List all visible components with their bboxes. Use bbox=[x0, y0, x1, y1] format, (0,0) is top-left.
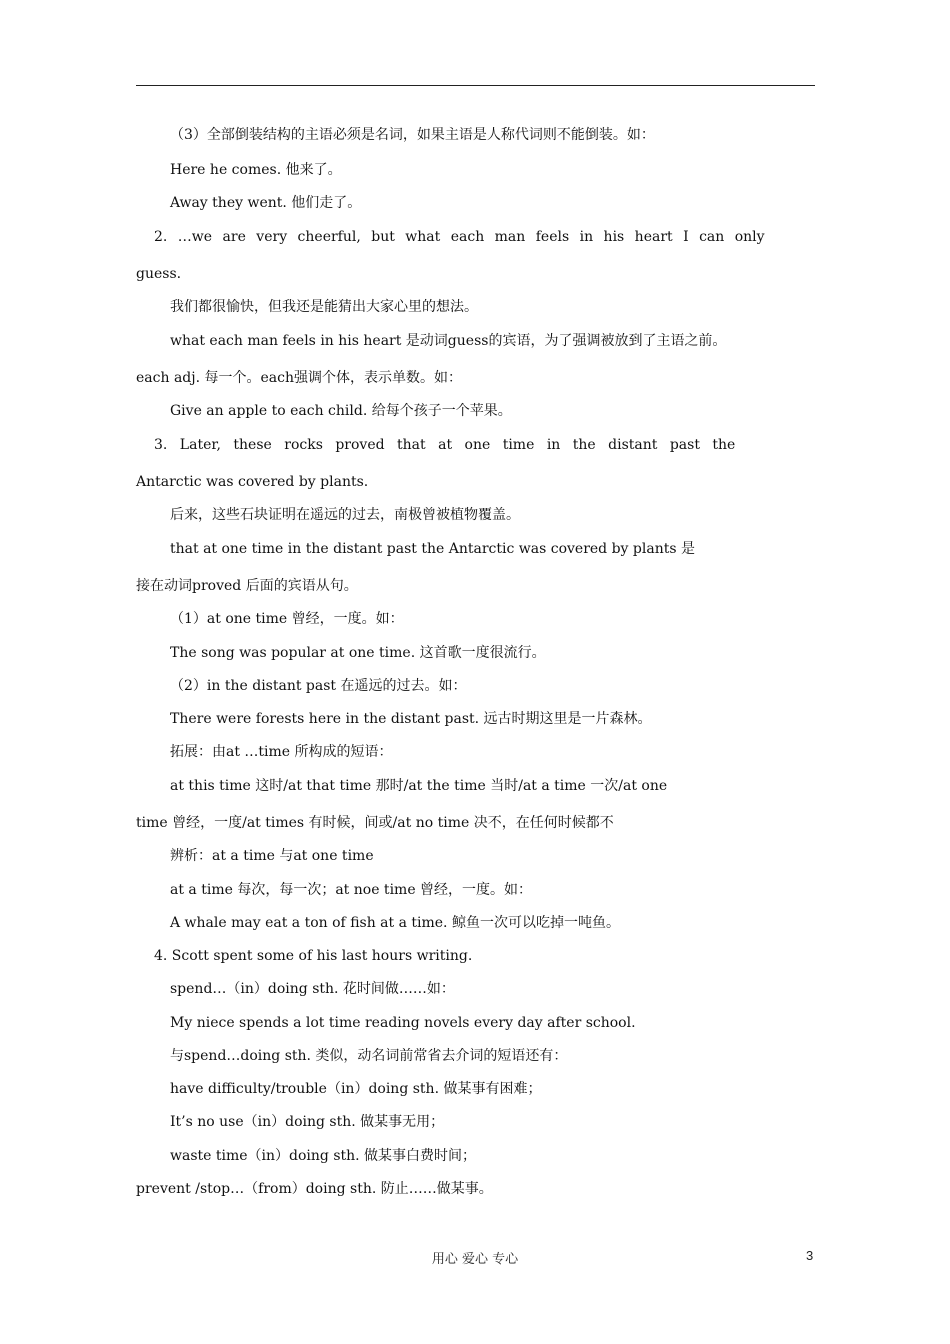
text-line: have difficulty/trouble（in）doing sth. 做某事有困难； bbox=[170, 1081, 542, 1097]
text-line: The song was popular at one time. 这首歌一度很流行。 bbox=[170, 645, 546, 661]
text-line: Away they went. 他们走了。 bbox=[170, 195, 362, 211]
text-line: each adj. 每一个。each强调个体，表示单数。如： bbox=[136, 370, 462, 386]
text-line: Antarctic was covered by plants. bbox=[136, 474, 369, 490]
page-number: 3 bbox=[806, 1248, 814, 1263]
text-line: 后来，这些石块证明在遥远的过去，南极曾被植物覆盖。 bbox=[170, 507, 520, 523]
text-line: 拓展：由at …time 所构成的短语： bbox=[170, 744, 393, 760]
text-line: A whale may eat a ton of fish at a time. 鲸鱼一次可以吃掉一吨鱼。 bbox=[170, 915, 620, 931]
text-line: 辨析：at a time 与at one time bbox=[170, 848, 374, 864]
text-line: what each man feels in his heart 是动词guess的宾语，为了强调被放到了主语之前。 bbox=[170, 333, 727, 349]
text-line: 2. …we are very cheerful, but what each man feels in his heart I can only bbox=[154, 229, 765, 245]
text-line: that at one time in the distant past the Antarctic was covered by plants 是 bbox=[170, 541, 695, 557]
text-line: time 曾经，一度/at times 有时候，间或/at no time 决不，在任何时候都不 bbox=[136, 815, 614, 831]
text-line: It’s no use（in）doing sth. 做某事无用； bbox=[170, 1114, 445, 1130]
text-line: 接在动词proved 后面的宾语从句。 bbox=[136, 578, 358, 594]
footer-motto: 用心 爱心 专心 bbox=[431, 1252, 519, 1267]
text-line: 与spend…doing sth. 类似，动名词前常省去介词的短语还有： bbox=[170, 1048, 568, 1064]
header-rule bbox=[136, 85, 815, 86]
text-line: waste time（in）doing sth. 做某事白费时间； bbox=[170, 1148, 477, 1164]
text-line: at a time 每次，每一次；at noe time 曾经，一度。如： bbox=[170, 882, 533, 898]
text-line: 4. Scott spent some of his last hours writing. bbox=[154, 948, 473, 964]
text-line: （1）at one time 曾经，一度。如： bbox=[170, 611, 404, 627]
text-line: at this time 这时/at that time 那时/at the time 当时/at a time 一次/at one bbox=[170, 778, 668, 794]
text-line: spend…（in）doing sth. 花时间做……如： bbox=[170, 981, 455, 997]
text-line: （2）in the distant past 在遥远的过去。如： bbox=[170, 678, 467, 694]
text-line: 我们都很愉快，但我还是能猜出大家心里的想法。 bbox=[170, 299, 478, 315]
text-line: Here he comes. 他来了。 bbox=[170, 162, 342, 178]
text-line: guess. bbox=[136, 266, 182, 282]
text-line: Give an apple to each child. 给每个孩子一个苹果。 bbox=[170, 403, 512, 419]
text-line: 3. Later, these rocks proved that at one time in the distant past the bbox=[154, 437, 736, 453]
text-line: There were forests here in the distant past. 远古时期这里是一片森林。 bbox=[170, 711, 652, 727]
text-line: （3）全部倒装结构的主语必须是名词，如果主语是人称代词则不能倒装。如： bbox=[170, 127, 655, 143]
text-line: My niece spends a lot time reading novels every day after school. bbox=[170, 1015, 636, 1031]
text-line: prevent /stop…（from）doing sth. 防止……做某事。 bbox=[136, 1181, 493, 1197]
